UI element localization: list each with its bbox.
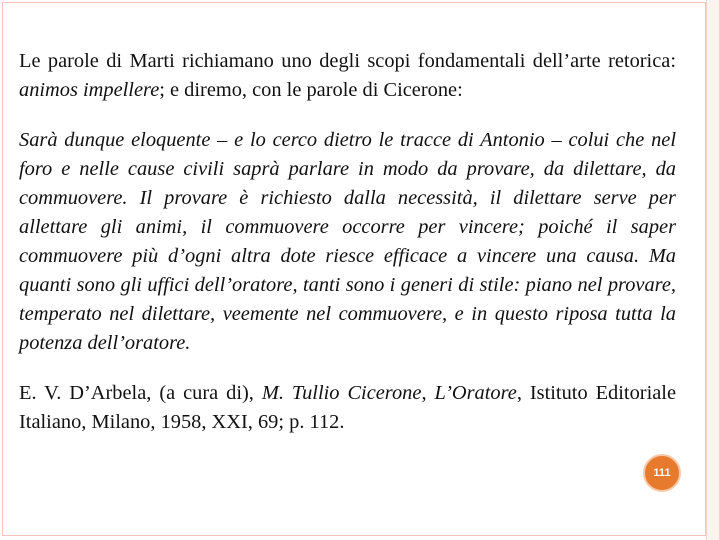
cicero-quote: Sarà dunque eloquente – e lo cerco dietro le tracce di Antonio – colui che nel foro e nelle cause civili saprà parlare in modo da provare, da dilettare, da commuovere. Il provare è richiesto dalla necessità, il dilettare serve per allettare gli animi, il commuovere occorre per vincere; poiché il saper commuovere più d’ogni altra dote riesce efficace a vincere una causa. Ma quanti sono gli uffici dell’oratore, tanti sono i generi di stile: piano nel provare, temperato nel dilettare, veemente nel commuovere, e in questo riposa tutta la potenza dell’oratore. bbox=[19, 129, 676, 354]
intro-text-part-1: Le parole di Marti richiamano uno degli scopi fondamentali dell’arte retorica: bbox=[19, 50, 676, 72]
slide-frame-stripe bbox=[706, 0, 720, 540]
intro-text-part-2: ; e diremo, con le parole di Cicerone: bbox=[159, 79, 463, 101]
citation-text-part-3: , Istituto Editoriale Italiano, Milano, 1958, XXI, 69; p. 112. bbox=[19, 382, 677, 433]
intro-italic-phrase: animos impellere bbox=[19, 79, 160, 101]
citation-author: M. Tullio Cicerone bbox=[261, 382, 422, 404]
citation-title: L’Oratore bbox=[434, 382, 517, 404]
citation-text-part-2: , bbox=[421, 382, 435, 404]
intro-paragraph bbox=[19, 47, 676, 105]
citation-text-part-1: E. V. D’Arbela, (a cura di), bbox=[19, 382, 262, 404]
slide-content bbox=[19, 47, 676, 437]
page-number-badge: 111 bbox=[643, 454, 681, 492]
citation-paragraph bbox=[19, 379, 676, 437]
